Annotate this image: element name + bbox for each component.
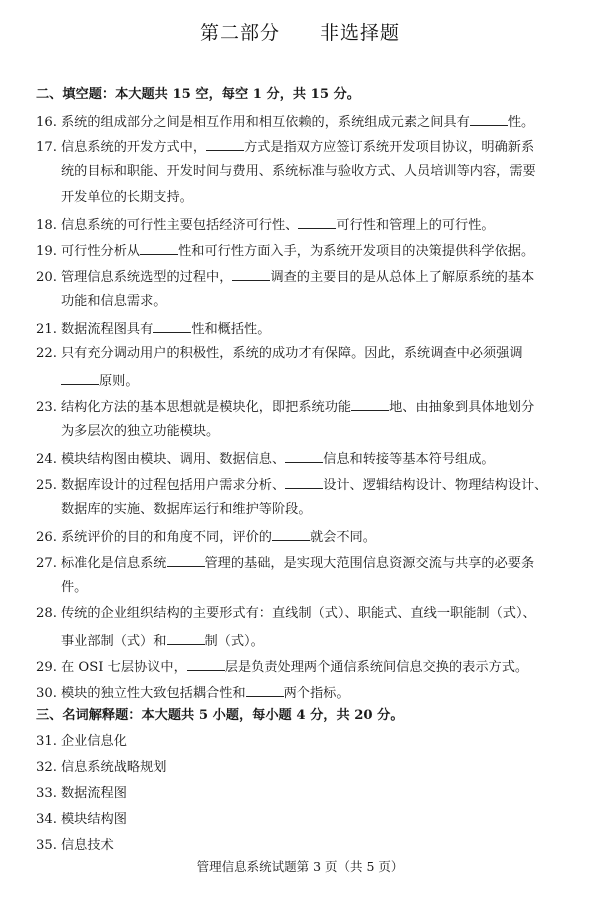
title-name: 非选择题: [320, 22, 401, 44]
definition-item: [36, 838, 114, 854]
answer-blank: [285, 476, 323, 489]
page-title: [0, 18, 600, 45]
question-text: 模块结构图由模块、调用、数据信息、: [61, 452, 286, 467]
question-text: 系统的组成部分之间是相互作用和相互依赖的，系统组成元素之间具有: [61, 115, 470, 130]
question-line: [36, 320, 270, 338]
question-number: 18.: [36, 218, 57, 233]
term-text: 信息技术: [61, 838, 114, 853]
question-number: 23.: [36, 400, 57, 415]
answer-blank: [298, 216, 336, 229]
question-text: 地、由抽象到具体地划分: [389, 400, 535, 415]
question-line: [36, 450, 495, 468]
question-number: 25.: [36, 478, 57, 493]
question-line: [36, 113, 534, 131]
question-line: [36, 398, 534, 416]
question-text: 制（式）。: [204, 634, 264, 649]
question-text: 可行性和管理上的可行性。: [336, 218, 495, 233]
term-text: 数据流程图: [61, 786, 127, 801]
question-line: [36, 138, 534, 156]
question-line: [36, 606, 536, 622]
answer-blank: [272, 528, 310, 541]
question-number: 20.: [36, 270, 57, 285]
question-text: 数据流程图具有: [61, 322, 154, 337]
answer-blank: [140, 242, 178, 255]
question-text: 性和可行性方面入手，为系统开发项目的决策提供科学依据。: [178, 244, 535, 259]
question-line: [36, 242, 534, 260]
question-number: 29.: [36, 660, 57, 675]
question-number: 26.: [36, 530, 57, 545]
answer-blank: [206, 138, 244, 151]
question-text: 就会不同。: [310, 530, 376, 545]
answer-blank: [167, 554, 205, 567]
answer-blank: [232, 268, 270, 281]
question-text: 标准化是信息系统: [61, 556, 167, 571]
definition-item: [36, 734, 127, 750]
answer-blank: [470, 113, 508, 126]
question-number: 28.: [36, 606, 57, 621]
question-number: 19.: [36, 244, 57, 259]
page-footer: 管理信息系统试题第 3 页（共 5 页）: [196, 859, 404, 874]
title-part: 第二部分: [199, 22, 280, 44]
question-line: [36, 658, 528, 676]
answer-blank: [285, 450, 323, 463]
question-number: 35.: [36, 838, 57, 853]
question-number: 34.: [36, 812, 57, 827]
question-number: 21.: [36, 322, 57, 337]
question-text: 两个指标。: [283, 686, 350, 701]
question-text: 开发单位的长期支持。: [61, 190, 193, 205]
question-text: 调查的主要目的是从总体上了解原系统的基本: [270, 270, 535, 285]
question-text: 系统评价的目的和角度不同，评价的: [61, 530, 272, 545]
question-text: 方式是指双方应签订系统开发项目协议，明确新系: [244, 140, 535, 155]
term-text: 企业信息化: [61, 734, 127, 749]
answer-blank: [61, 372, 99, 385]
question-line: [36, 554, 534, 572]
definition-item: [36, 786, 127, 802]
answer-blank: [351, 398, 389, 411]
question-number: 32.: [36, 760, 57, 775]
question-line: [36, 268, 534, 286]
question-number: 16.: [36, 115, 57, 130]
question-text: 传统的企业组织结构的主要形式有：直线制（式）、职能式、直线一职能制（式）、: [61, 606, 536, 621]
question-text: 功能和信息需求。: [61, 294, 167, 309]
question-line: [61, 502, 312, 518]
question-text: 设计、逻辑结构设计、物理结构设计、: [323, 478, 548, 493]
answer-blank: [187, 658, 225, 671]
question-line: [61, 164, 536, 180]
question-text: 数据库的实施、数据库运行和维护等阶段。: [61, 502, 312, 517]
question-text: 原则。: [99, 374, 139, 389]
question-text: 管理的基础，是实现大范围信息资源交流与共享的必要条: [204, 556, 535, 571]
question-line: [36, 684, 350, 702]
question-text: 模块的独立性大致包括耦合性和: [61, 686, 246, 701]
question-text: 数据库设计的过程包括用户需求分析、: [61, 478, 286, 493]
question-text: 信息系统的可行性主要包括经济可行性、: [61, 218, 299, 233]
question-text: 在 OSI 七层协议中，: [61, 660, 187, 675]
answer-blank: [153, 320, 191, 333]
definition-item: [36, 760, 167, 776]
question-text: 结构化方法的基本思想就是模块化，即把系统功能: [61, 400, 352, 415]
question-line: [36, 476, 547, 494]
question-text: 可行性分析从: [61, 244, 141, 259]
question-line: [36, 528, 376, 546]
question-text: 信息和转接等基本符号组成。: [323, 452, 495, 467]
section-heading-fill-in: 二、填空题：本大题共 15 空，每空 1 分，共 15 分。: [36, 87, 360, 102]
definition-item: [36, 812, 127, 828]
answer-blank: [246, 684, 284, 697]
question-number: 33.: [36, 786, 57, 801]
question-number: 31.: [36, 734, 57, 749]
question-line: [36, 216, 495, 234]
question-text: 信息系统的开发方式中，: [61, 140, 207, 155]
question-number: 22.: [36, 346, 57, 361]
question-number: 17.: [36, 140, 57, 155]
question-line: [36, 346, 523, 362]
question-line: [61, 294, 167, 310]
question-line: [61, 632, 264, 650]
question-text: 管理信息系统选型的过程中，: [61, 270, 233, 285]
question-text: 件。: [61, 580, 88, 595]
question-text: 事业部制（式）和: [61, 634, 167, 649]
term-text: 模块结构图: [61, 812, 127, 827]
question-number: 24.: [36, 452, 57, 467]
section-heading-definitions: 三、名词解释题：本大题共 5 小题，每小题 4 分，共 20 分。: [36, 708, 404, 723]
question-text: 为多层次的独立功能模块。: [61, 424, 220, 439]
question-text: 性。: [507, 115, 535, 130]
term-text: 信息系统战略规划: [61, 760, 167, 775]
question-text: 只有充分调动用户的积极性，系统的成功才有保障。因此，系统调查中必须强调: [61, 346, 523, 361]
question-number: 30.: [36, 686, 57, 701]
question-line: [61, 372, 139, 390]
question-text: 统的目标和职能、开发时间与费用、系统标准与验收方式、人员培训等内容，需要: [61, 164, 536, 179]
question-line: [61, 190, 193, 206]
question-text: 层是负责处理两个通信系统间信息交换的表示方式。: [224, 660, 529, 675]
question-line: [61, 424, 219, 440]
answer-blank: [167, 632, 205, 645]
question-text: 性和概括性。: [191, 322, 271, 337]
question-number: 27.: [36, 556, 57, 571]
question-line: [61, 580, 87, 596]
